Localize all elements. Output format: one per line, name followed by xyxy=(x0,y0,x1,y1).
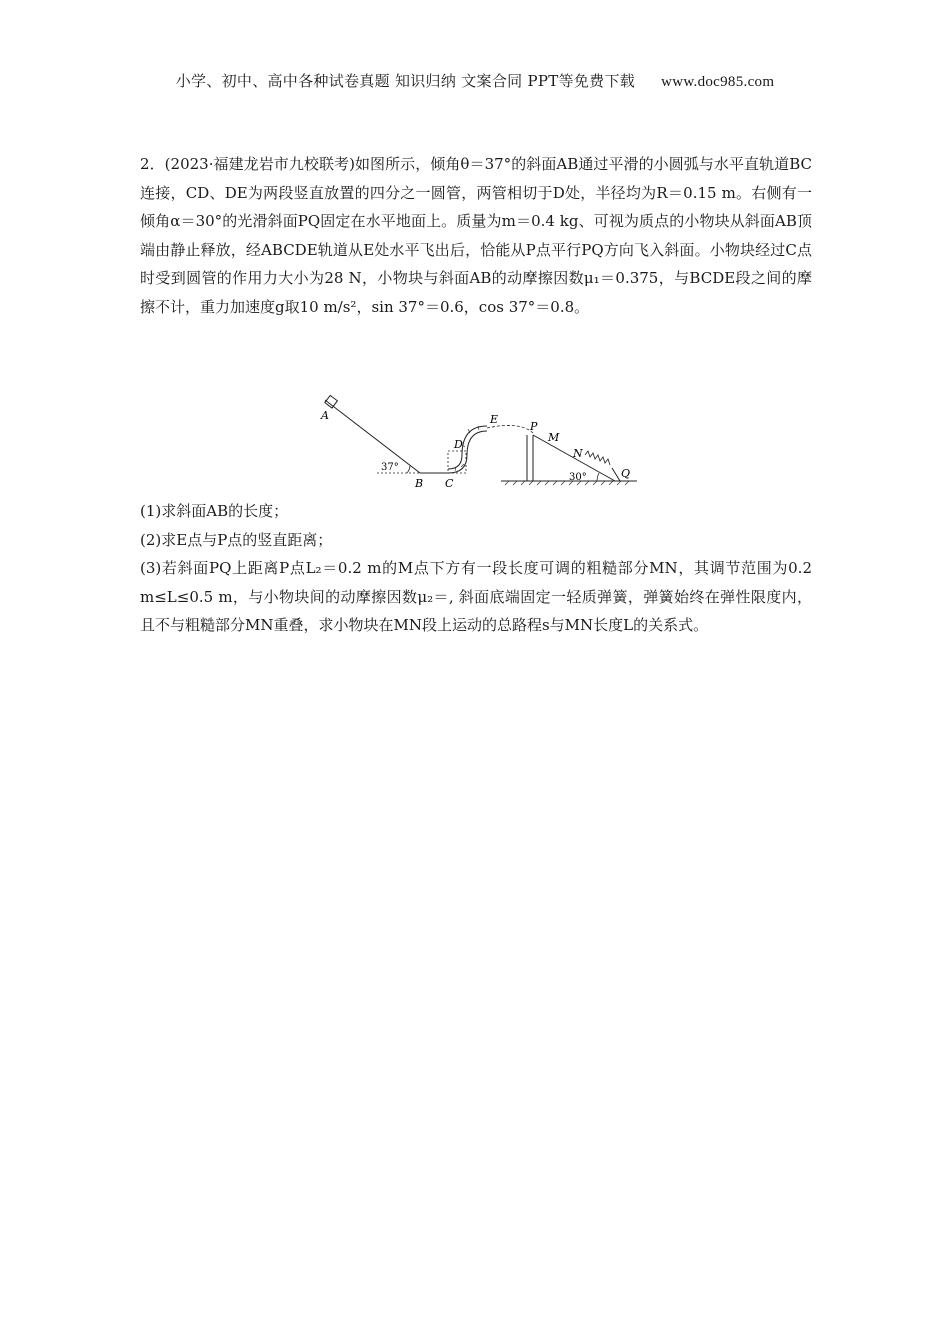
label-p: P xyxy=(530,420,538,433)
page-header xyxy=(0,70,950,91)
label-n: N xyxy=(573,447,583,460)
label-angle2: 30° xyxy=(569,472,587,483)
incline-ab xyxy=(325,400,420,473)
trajectory xyxy=(487,425,533,433)
label-q: Q xyxy=(621,467,631,480)
label-e: E xyxy=(490,413,499,426)
dashed-box xyxy=(448,451,466,473)
problem-body: 2．(2023·福建龙岩市九校联考)如图所示，倾角θ＝37°的斜面AB通过平滑的小圆弧与水平直轨道BC连接，CD、DE为两段竖直放置的四分之一圆管，两管相切于D处，半径均为R＝0.15 m。右侧有一倾角α＝30°的光滑斜面PQ固定在水平地面上。质量为m＝0.4 kg、可视为质点的小物块从斜面AB顶端由静止释放，经ABCDE轨道从E处水平飞出后，恰能从P点平行PQ方向飞入斜面。小物块经过C点时受到圆管的作用力大小为28 N，小物块与斜面AB的动摩擦因数μ₁＝0.375，与BCDE段之间的摩擦不计，重力加速度g取10 m/s²，sin 37°＝0.6，cos 37°＝0.8。 xyxy=(140,155,812,316)
label-angle1: 37° xyxy=(381,462,399,473)
label-d: D xyxy=(454,438,463,451)
label-b: B xyxy=(415,477,424,490)
ground-hatch xyxy=(505,481,629,485)
q-wall xyxy=(612,468,620,481)
label-c: C xyxy=(445,477,454,490)
label-m: M xyxy=(548,431,560,444)
label-a: A xyxy=(321,409,329,422)
header-text: 小学、初中、高中各种试卷真题 知识归纳 文案合同 PPT等免费下载 xyxy=(175,72,636,90)
question-1: (1)求斜面AB的长度； xyxy=(140,502,289,520)
angle2-arc xyxy=(597,473,599,481)
header-site: www.doc985.com xyxy=(661,74,775,90)
angle1-arc xyxy=(407,465,410,473)
spring xyxy=(585,451,610,465)
physics-diagram xyxy=(315,393,645,493)
question-2: (2)求E点与P点的竖直距离； xyxy=(140,530,333,549)
problem-statement xyxy=(140,150,812,321)
question-3: (3)若斜面PQ上距离P点L₂＝0.2 m的M点下方有一段长度可调的粗糙部分MN，其调节范围为0.2 m≤L≤0.5 m，与小物块间的动摩擦因数μ₂＝, 斜面底端固定一轻质弹簧，弹簧始终在弹性限度内，且不与粗糙部分MN重叠，求小物块在MN段上运动的总路程s与MN长度L的关系式。 xyxy=(140,559,812,634)
question-list xyxy=(140,497,812,640)
